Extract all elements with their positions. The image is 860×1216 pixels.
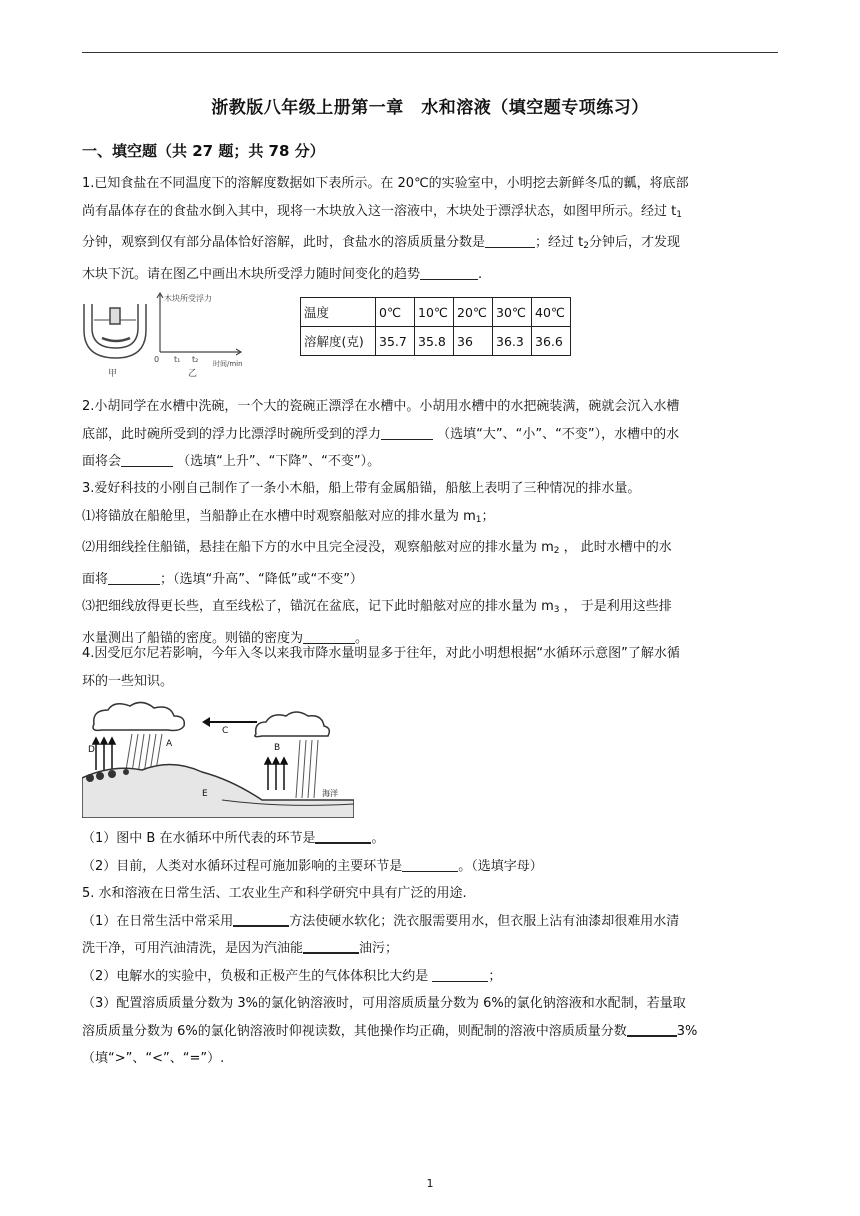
label-d: D <box>88 745 95 755</box>
tick-t2: t₂ <box>192 355 199 364</box>
answer-blank[interactable] <box>485 233 535 248</box>
label-ocean: 海洋 <box>322 789 338 798</box>
label-e: E <box>202 789 208 799</box>
question-3 <box>82 475 778 652</box>
q2-line3: 面将会 （选填“上升”、“下降”、“不变”）。 <box>82 454 381 469</box>
tick-t1: t₁ <box>174 355 181 364</box>
page-number: 1 <box>426 1177 434 1190</box>
q3-line6: 水量测出了船锚的密度。则锚的密度为 。 <box>82 630 369 646</box>
answer-blank[interactable] <box>233 911 289 927</box>
q3-line5: ⑶把细线放得更长些，直至线松了，锚沉在盆底，记下此时船舷对应的排水量为 $m_3$ ， 于是利用这些排 <box>82 599 672 615</box>
q1-line2: 尚有晶体存在的食盐水倒入其中，现将一木块放入这一溶液中，木块处于漂浮状态，如图甲所示。经过 $t_1$ <box>82 203 682 220</box>
table-cell: 35.7 <box>376 327 415 356</box>
answer-blank[interactable] <box>420 265 478 280</box>
q4-sub2: （2）目前，人类对水循环过程可施加影响的主要环节是 。（选填字母） <box>82 858 543 874</box>
label-c: C <box>222 726 229 736</box>
q5-sub1-cont: 洗干净，可用汽油清洗，是因为汽油能 油污； <box>82 935 778 963</box>
y-axis-label: 木块所受浮力 <box>164 294 212 303</box>
answer-blank[interactable] <box>315 828 371 844</box>
q5-sub3: （3）配置溶质质量分数为 3%的氯化钠溶液时，可用溶质质量分数为 6%的氯化钠溶液和水配制，若量取 <box>82 996 686 1011</box>
q3-line1: 3.爱好科技的小刚自己制作了一条小木船，船上带有金属船锚，船舷上表明了三种情况的排水量。 <box>82 481 641 496</box>
water-cycle-diagram <box>82 700 354 818</box>
answer-blank[interactable] <box>381 425 433 440</box>
label-b: B <box>274 743 281 753</box>
q4-line2: 环的一些知识。 <box>82 673 174 689</box>
section-heading: 一、填空题（共 27 题；共 78 分） <box>82 142 325 160</box>
table-cell: 36.6 <box>532 327 571 356</box>
answer-blank[interactable] <box>121 452 173 467</box>
q5-sub1: （1）在日常生活中常采用 方法使硬水软化；洗衣服需要用水，但衣服上沾有油漆却很难用水清 <box>82 908 778 936</box>
answer-blank[interactable] <box>432 967 488 982</box>
q4-sub1: （1）图中 B 在水循环中所代表的环节是 。 <box>82 825 778 853</box>
evaporation-arrows <box>93 738 115 770</box>
question-1 <box>82 170 778 288</box>
table-row <box>301 298 571 327</box>
header-rule <box>82 52 778 53</box>
table-cell: 0℃ <box>376 298 415 327</box>
table-cell: 20℃ <box>454 298 493 327</box>
answer-blank[interactable] <box>108 570 160 585</box>
table-cell: 36 <box>454 327 493 356</box>
answer-blank[interactable] <box>627 1021 677 1037</box>
table-cell: 温度 <box>301 298 376 327</box>
x-axis-label: 时间/min <box>213 360 243 368</box>
answer-blank[interactable] <box>303 938 359 954</box>
q5-line1: 5. 水和溶液在日常生活、工农业生产和科学研究中具有广泛的用途. <box>82 886 467 901</box>
label-yi: 乙 <box>188 369 198 379</box>
question-4 <box>82 640 778 695</box>
answer-blank[interactable] <box>402 857 458 872</box>
q3-line2: ⑴将锚放在船舱里，当船静止在水槽中时观察船舷对应的排水量为 $m_1$； <box>82 508 495 525</box>
question-2 <box>82 393 778 476</box>
page-title: 浙教版八年级上册第一章 水和溶液（填空题专项练习） <box>211 98 649 118</box>
q2-line1: 2.小胡同学在水槽中洗碗，一个大的瓷碗正漂浮在水槽中。小胡用水槽中的水把碗装满，碗就会沉入水槽 <box>82 399 680 414</box>
q5-sub3-cont: 溶质质量分数为 6%的氯化钠溶液时仰视读数，其他操作均正确，则配制的溶液中溶质质量分数 3% <box>82 1018 778 1046</box>
table-cell: 溶解度(克) <box>301 327 376 356</box>
q5-sub3-end: （填“>”、“<”、“=”）. <box>82 1051 225 1066</box>
q1-line4: 木块下沉。请在图乙中画出木块所受浮力随时间变化的趋势 . <box>82 266 483 282</box>
q4-line1: 4.因受厄尔尼若影响，今年入冬以来我市降水量明显多于往年，对此小明想根据“水循环示意图”了解水循 <box>82 646 680 661</box>
q2-line2: 底部，此时碗所受到的浮力比漂浮时碗所受到的浮力 （选填“大”、“小”、“不变”），水槽中的水 <box>82 426 680 442</box>
figure-jia <box>84 304 146 358</box>
figure-jia-yi <box>80 290 255 380</box>
table-cell: 30℃ <box>493 298 532 327</box>
q1-line1: 1.已知食盐在不同温度下的溶解度数据如下表所示。在 20℃的实验室中，小明挖去新鲜冬瓜的瓤，将底部 <box>82 176 689 191</box>
q3-line4: 面将 ；（选填“升高”、“降低”或“不变”） <box>82 571 363 587</box>
table-cell: 40℃ <box>532 298 571 327</box>
label-jia: 甲 <box>108 369 118 379</box>
label-a: A <box>166 739 173 749</box>
q5-sub2: （2）电解水的实验中，负极和正极产生的气体体积比大约是 ； <box>82 968 502 984</box>
q1-line3: 分钟，观察到仅有部分晶体恰好溶解，此时，食盐水的溶质质量分数是 ；经过 $t_2$分钟后，才发现 <box>82 235 680 251</box>
table-cell: 35.8 <box>415 327 454 356</box>
table-row <box>301 327 571 356</box>
evaporation-arrows <box>265 758 287 790</box>
q3-line3: ⑵用细线拴住船锚，悬挂在船下方的水中且完全浸没，观察船舷对应的排水量为 $m_2$ ， 此时水槽中的水 <box>82 540 672 556</box>
question-5 <box>82 880 778 1073</box>
tick-0: 0 <box>154 355 160 364</box>
question-4-subquestions <box>82 825 778 880</box>
solubility-table <box>300 297 571 356</box>
table-cell: 10℃ <box>415 298 454 327</box>
table-cell: 36.3 <box>493 327 532 356</box>
